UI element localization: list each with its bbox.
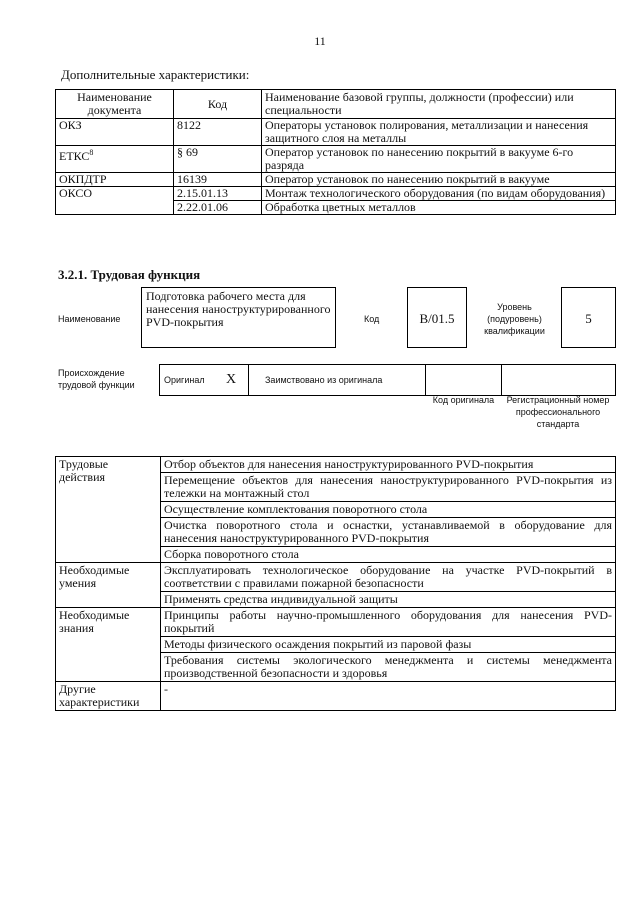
cell-doc (56, 146, 174, 173)
level-value: 5 (561, 287, 616, 348)
borrowed-label: Заимствовано из оригинала (265, 375, 383, 385)
knowledge-item: Требования системы экологического менеджмента и системы менеджмента производственной безопасности и здоровья (161, 653, 616, 682)
level-label: Уровень (подуровень) квалификации (484, 302, 545, 336)
cell-name: Обработка цветных металлов (262, 201, 616, 215)
page-number: 11 (314, 34, 326, 48)
additional-title: Дополнительные характеристики: (61, 67, 250, 82)
actions-label: Трудовые действия (56, 457, 161, 563)
action-item: Осуществление комплектования поворотного стола (161, 502, 616, 518)
original-label: Оригинал (164, 375, 205, 385)
name-value: Подготовка рабочего места для нанесения наноструктурированного PVD-покрытия (141, 287, 336, 348)
action-item: Сборка поворотного стола (161, 547, 616, 563)
origin-label: Происхождение трудовой функции (58, 368, 135, 390)
original-mark: X (226, 372, 237, 387)
orig-code-cell (425, 364, 502, 396)
orig-code-label: Код оригинала (432, 395, 495, 405)
reg-num-label: Регистрационный номер профессионального стандарта (506, 395, 610, 429)
knowledge-label: Необходимые знания (56, 608, 161, 682)
borrowed-cell (248, 364, 426, 396)
original-cell (159, 364, 249, 396)
details-table (55, 456, 616, 711)
name-label: Наименование (58, 314, 121, 324)
cell-doc: ОКСО (56, 187, 174, 215)
table-row (56, 563, 616, 592)
cell-code: 16139 (174, 173, 262, 187)
table-row (56, 187, 616, 201)
header-code: Код (174, 90, 262, 119)
cell-name: Оператор установок по нанесению покрытий в вакууме 6-го разряда (262, 146, 616, 173)
cell-name: Операторы установок полирования, металлизации и нанесения защитного слоя на металлы (262, 119, 616, 146)
cell-code: 2.15.01.13 (174, 187, 262, 201)
knowledge-item: Принципы работы научно-промышленного оборудования для нанесения PVD-покрытий (161, 608, 616, 637)
table-row (56, 457, 616, 473)
cell-doc: ОКЗ (56, 119, 174, 146)
header-doc: Наименование документа (56, 90, 174, 119)
cell-code: 2.22.01.06 (174, 201, 262, 215)
additional-table (55, 89, 616, 215)
cell-name: Оператор установок по нанесению покрытий в вакууме (262, 173, 616, 187)
action-item: Перемещение объектов для нанесения наноструктурированного PVD-покрытия из тележки на монтажный стол (161, 473, 616, 502)
other-value: - (161, 682, 616, 711)
skills-label: Необходимые умения (56, 563, 161, 608)
skill-item: Применять средства индивидуальной защиты (161, 592, 616, 608)
other-label: Другие характеристики (56, 682, 161, 711)
cell-name: Монтаж технологического оборудования (по видам оборудования) (262, 187, 616, 201)
code-value: B/01.5 (407, 287, 467, 348)
doc-name: ЕТКС (59, 149, 90, 163)
table-row (56, 682, 616, 711)
cell-code: § 69 (174, 146, 262, 173)
section-title: 3.2.1. Трудовая функция (58, 267, 201, 282)
table-header-row (56, 90, 616, 119)
skill-item: Эксплуатировать технологическое оборудование на участке PVD-покрытий в соответствии с правилами пожарной безопасности (161, 563, 616, 592)
code-label: Код (364, 314, 380, 324)
knowledge-item: Методы физического осаждения покрытий из паровой фазы (161, 637, 616, 653)
header-name: Наименование базовой группы, должности (профессии) или специальности (262, 90, 616, 119)
table-row (56, 173, 616, 187)
cell-code: 8122 (174, 119, 262, 146)
table-row (56, 146, 616, 173)
table-row (56, 608, 616, 637)
action-item: Отбор объектов для нанесения наноструктурированного PVD-покрытия (161, 457, 616, 473)
table-row (56, 119, 616, 146)
action-item: Очистка поворотного стола и оснастки, устанавливаемой в оборудование для нанесения наноструктурированного PVD-покрытия (161, 518, 616, 547)
footnote-ref: 8 (89, 148, 94, 157)
cell-doc: ОКПДТР (56, 173, 174, 187)
reg-num-cell (501, 364, 616, 396)
